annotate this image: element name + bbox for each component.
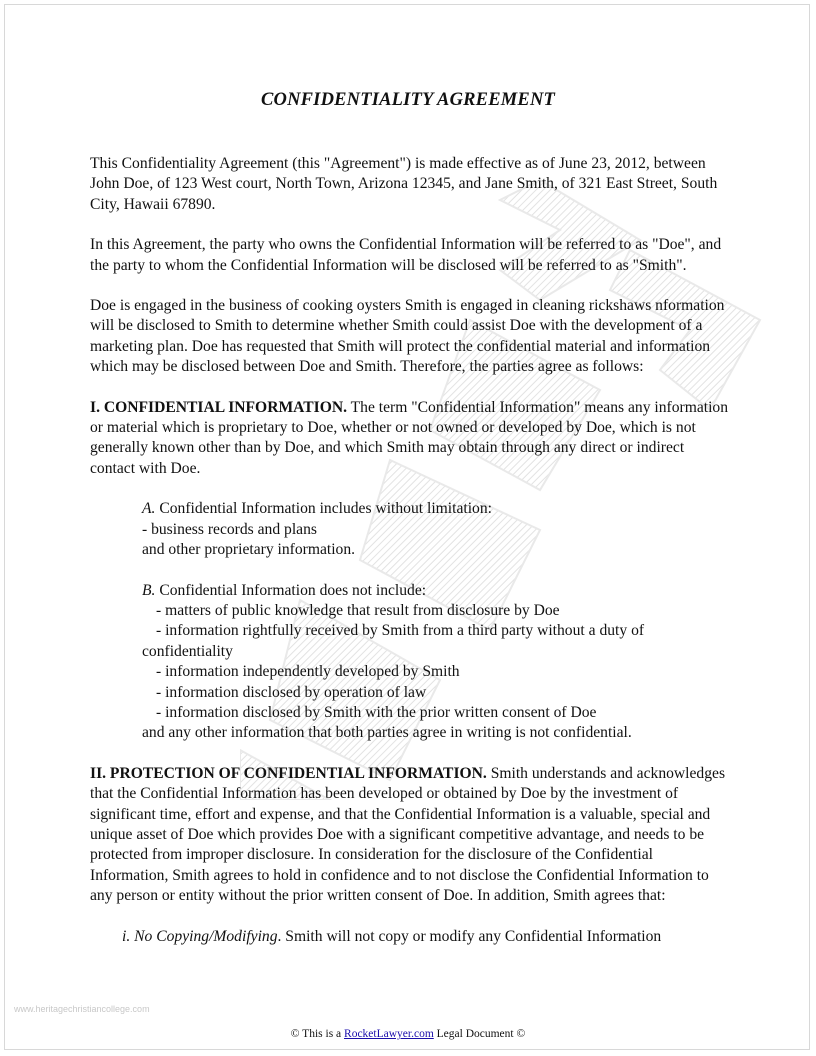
section-2-heading: II. PROTECTION OF CONFIDENTIAL INFORMATION. — [90, 764, 487, 782]
clause-i-text: . Smith will not copy or modify any Confidential Information — [277, 927, 662, 945]
section-1-heading: I. CONFIDENTIAL INFORMATION. — [90, 398, 348, 416]
section-1-a — [90, 499, 730, 560]
clause-b-item: and any other information that both parties agree in writing is not confidential. — [142, 724, 632, 742]
clause-b-item: - information rightfully received by Smith from a third party without a duty of — [156, 622, 645, 640]
clause-b-item: - information disclosed by Smith with the prior written consent of Doe — [156, 703, 597, 721]
rocketlawyer-link[interactable]: RocketLawyer.com — [344, 1028, 434, 1040]
clause-a-text: Confidential Information includes without limitation: — [159, 500, 492, 518]
document-title: CONFIDENTIALITY AGREEMENT — [260, 90, 556, 110]
section-2 — [90, 764, 730, 907]
page-footer — [0, 1028, 816, 1040]
section-1 — [90, 398, 730, 480]
intro-paragraph: This Confidentiality Agreement (this "Agreement") is made effective as of June 23, 2012, between John Doe, of 123 West court, North Town, Arizona 12345, and Jane Smith, of 321 East Street, South City, Hawaii 67890. — [90, 155, 718, 213]
watermark-url: www.heritagechristiancollege.com — [14, 1004, 150, 1014]
parties-paragraph: In this Agreement, the party who owns the Confidential Information will be referred to as "Doe", and the party to whom the Confidential Information will be disclosed will be referred to as "Smith". — [90, 236, 722, 274]
section-1-text: The term "Confidential Information" means any information or material which is proprietary to Doe, whether or not owned or developed by Doe, which is not generally known other than by Doe, and which Smith may obtain through any direct or indirect contact with Doe. — [90, 398, 729, 477]
clause-b-text: Confidential Information does not include: — [159, 581, 427, 599]
clause-i — [90, 927, 730, 947]
clause-b-item: - information independently developed by Smith — [156, 663, 460, 681]
clause-b-item: confidentiality — [142, 642, 233, 660]
business-paragraph: Doe is engaged in the business of cooking oysters Smith is engaged in cleaning rickshaws nformation will be disclosed to Smith to determine whether Smith could assist Doe with the development of a marketing plan. Doe has requested that Smith will protect the confidential material and information which may be disclosed between Doe and Smith. Therefore, the parties agree as follows: — [90, 297, 725, 376]
clause-i-label: i. No Copying/Modifying — [122, 927, 278, 945]
document-body — [90, 154, 730, 947]
clause-b-label: B. — [142, 581, 156, 599]
clause-b-item: - matters of public knowledge that result from disclosure by Doe — [156, 601, 560, 619]
clause-a-label: A. — [142, 500, 156, 518]
footer-prefix: © This is a — [290, 1028, 342, 1040]
clause-a-item: and other proprietary information. — [142, 541, 356, 559]
clause-a-item: - business records and plans — [142, 520, 317, 538]
clause-b-item: - information disclosed by operation of law — [156, 683, 427, 701]
footer-suffix: Legal Document © — [436, 1028, 526, 1040]
section-2-text: Smith understands and acknowledges that the Confidential Information has been developed or obtained by Doe by the investment of significant time, effort and expense, and that the Confidential Information is a valuable, special and unique asset of Doe which provides Doe with a significant competitive advantage, and needs to be protected from improper disclosure. In consideration for the disclosure of the Confidential Information, Smith agrees to hold in confidence and to not disclose the Confidential Information to any person or entity without the prior written consent of Doe. In addition, Smith agrees that: — [90, 764, 726, 905]
section-1-b — [90, 581, 730, 744]
